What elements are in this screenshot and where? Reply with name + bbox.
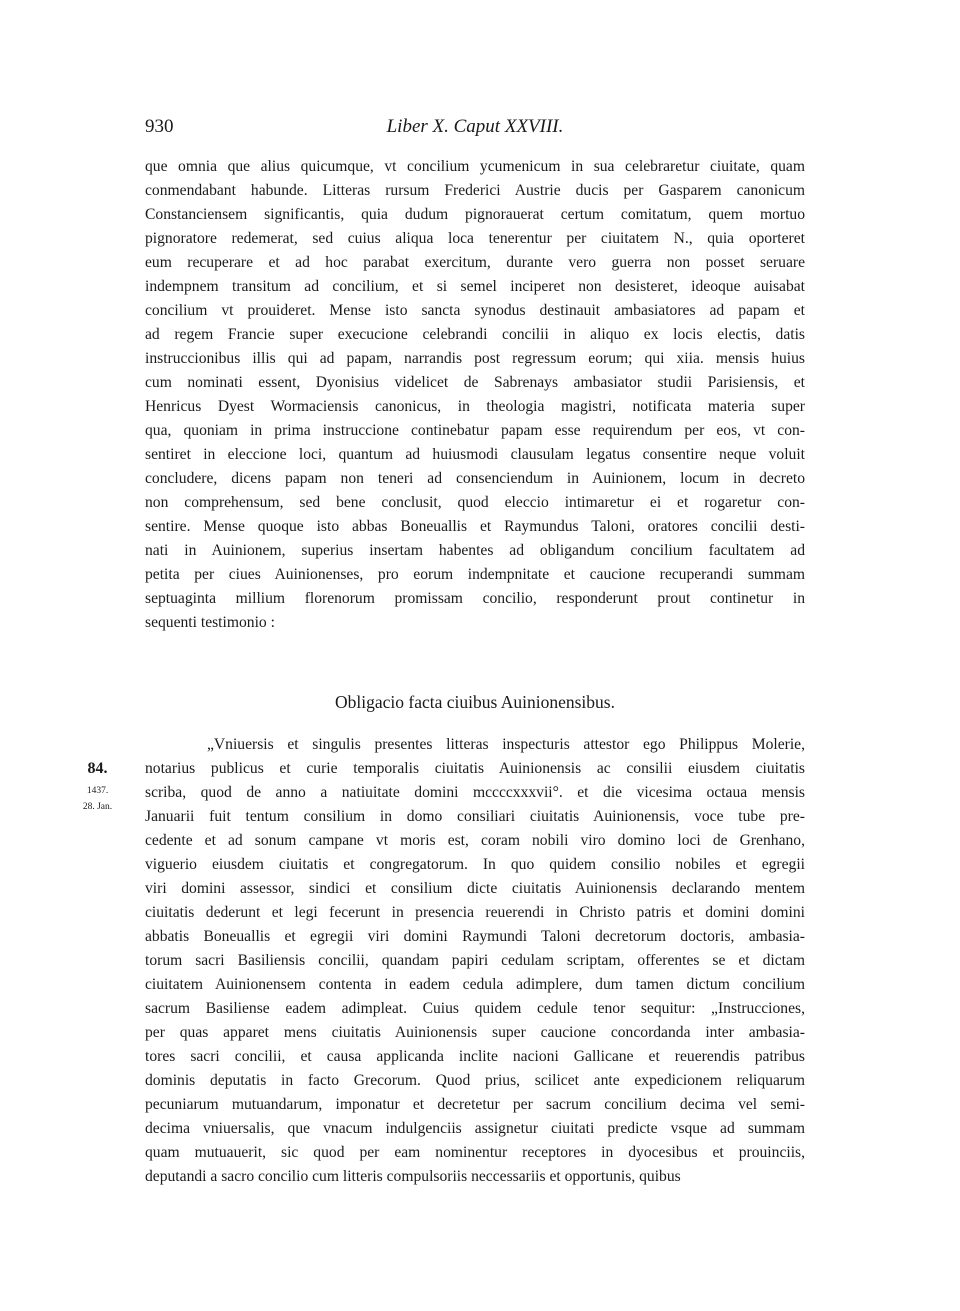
text-line: indempnem transitum ad concilium, et si semel inciperet non desisteret, ideoque auisabat <box>145 278 805 295</box>
text-line: per quas apparet mens ciuitatis Auinionensis super caucione concordanda inter ambasia- <box>145 1024 805 1041</box>
text-line: decima vniuersalis, que vnacum indulgenciis assignetur ciuitati predicte vsque ad summam <box>145 1120 805 1137</box>
text-line: instruccionibus illis qui ad papam, narrandis post regressum eorum; qui xiia. mensis huius <box>145 350 805 367</box>
text-line: dominis deputatis in facto Grecorum. Quod prius, scilicet ante expedicionem reliquarum <box>145 1072 805 1089</box>
text-line: conmendabant habunde. Litteras rursum Frederici Austrie ducis per Gasparem canonicum <box>145 182 805 199</box>
text-line: pecuniarum mutuandarum, imponatur et decretetur per sacrum concilium decima vel semi- <box>145 1096 805 1113</box>
text-line: sentire. Mense quoque isto abbas Boneuallis et Raymundus Taloni, oratores concilii desti- <box>145 518 805 535</box>
text-line: eum recuperare et ad hoc parabat exercitum, durante vero guerra non posset seruare <box>145 254 805 271</box>
text-line: Constanciensem significantis, quia dudum pignorauerat certum comitatum, quem mortuo <box>145 206 805 223</box>
text-line: sequenti testimonio : <box>145 614 275 631</box>
page-number: 930 <box>145 116 174 137</box>
text-line: petita per ciues Auinionenses, pro eorum indempnitate et caucione recuperandi summam <box>145 566 805 583</box>
text-line: quam mutuauerit, sic quod per eam nominentur receptores in dyocesibus et prouinciis, <box>145 1144 805 1161</box>
body-paragraph-1 <box>145 155 805 635</box>
margin-year: 1437. <box>86 786 109 796</box>
text-line: Henricus Dyest Wormaciensis canonicus, in theologia magistri, notificata materia super <box>145 398 805 415</box>
text-line: ciuitatis dederunt et legi fecerunt in presencia reuerendi in Christo patris et domini domini <box>145 904 805 921</box>
text-line: cum nominati essent, Dyonisius videlicet de Sabrenays ambasiator studii Parisiensis, et <box>145 374 805 391</box>
text-line: tores sacri concilii, et causa applicanda inclite nacioni Gallicane et reuerendis patribus <box>145 1048 805 1065</box>
text-line: nati in Auinionem, superius insertam habentes ad obligandum concilium facultatem ad <box>145 542 805 559</box>
section-heading: Obligacio facta ciuibus Auinionensibus. <box>335 692 615 712</box>
text-line: non comprehensum, sed bene conclusit, quod eleccio intimaretur ei et rogaretur con- <box>145 494 805 511</box>
text-line: ciuitatem Auinionensem contenta in eadem cedula adimplere, dum tamen dictum concilium <box>145 976 805 993</box>
text-line: „Vniuersis et singulis presentes litteras inspecturis attestor ego Philippus Molerie, <box>207 736 805 753</box>
body-paragraph-2 <box>145 733 805 1189</box>
text-line: ad regem Francie super execucione celebrandi concilii in aliquo ex locis electis, datis <box>145 326 805 343</box>
text-line: concludere, dicens papam non teneri ad consenciendum in Auinionem, locum in decreto <box>145 470 805 487</box>
text-line: sacrum Basiliense eadem adimpleat. Cuius quidem cedule tenor sequitur: „Instrucciones, <box>145 1000 805 1017</box>
text-line: deputandi a sacro concilio cum litteris compulsoriis neccessariis et opportunis, quibus <box>145 1168 681 1185</box>
text-line: sentiret in eleccione loci, quantum ad huiusmodi clausulam legatus consentire neque voluit <box>145 446 805 463</box>
margin-document-number: 84. <box>87 760 108 777</box>
running-title: Liber X. Caput XXVIII. <box>386 116 564 137</box>
text-line: pignoratore redemerat, sed cuius aliqua loca tenerentur per ciuitatem N., quia oporteret <box>145 230 805 247</box>
text-line: septuaginta millium florenorum promissam concilio, responderunt prout continetur in <box>145 590 805 607</box>
text-line: viri domini assessor, sindici et consilium dicte ciuitatis Auinionensis declarando mentem <box>145 880 805 897</box>
text-line: concilium vt prouideret. Mense isto sancta synodus destinauit ambasiatores ad papam et <box>145 302 805 319</box>
text-line: torum sacri Basiliensis concilii, quandam papiri cedulam scriptam, offerentes se et dictam <box>145 952 805 969</box>
text-line: abbatis Boneuallis et egregii viri domini Raymundi Taloni decretorum doctoris, ambasia- <box>145 928 805 945</box>
margin-date: 28. Jan. <box>82 802 113 812</box>
text-line: que omnia que alius quicumque, vt concilium ycumenicum in sua celebraretur ciuitate, quam <box>145 158 805 175</box>
text-line: scriba, quod de anno a natiuitate domini mccccxxxvii°. et die vicesima octaua mensis <box>145 784 805 801</box>
text-line: qua, quoniam in prima instruccione continebatur papam esse requirendum per eos, vt con- <box>145 422 805 439</box>
text-line: viguerio eiusdem ciuitatis et congregatorum. In quo quidem consilio nobiles et egregii <box>145 856 805 873</box>
text-line: Januarii fuit tentum consilium in domo consiliari ciuitatis Auinionensis, voce tube pre- <box>145 808 805 825</box>
running-head <box>145 116 805 142</box>
text-line: notarius publicus et curie temporalis ciuitatis Auinionensis ac consilii eiusdem ciuitatis <box>145 760 805 777</box>
text-line: cedente et ad sonum campane vt moris est, coram nobili viro domino loci de Grenhano, <box>145 832 805 849</box>
